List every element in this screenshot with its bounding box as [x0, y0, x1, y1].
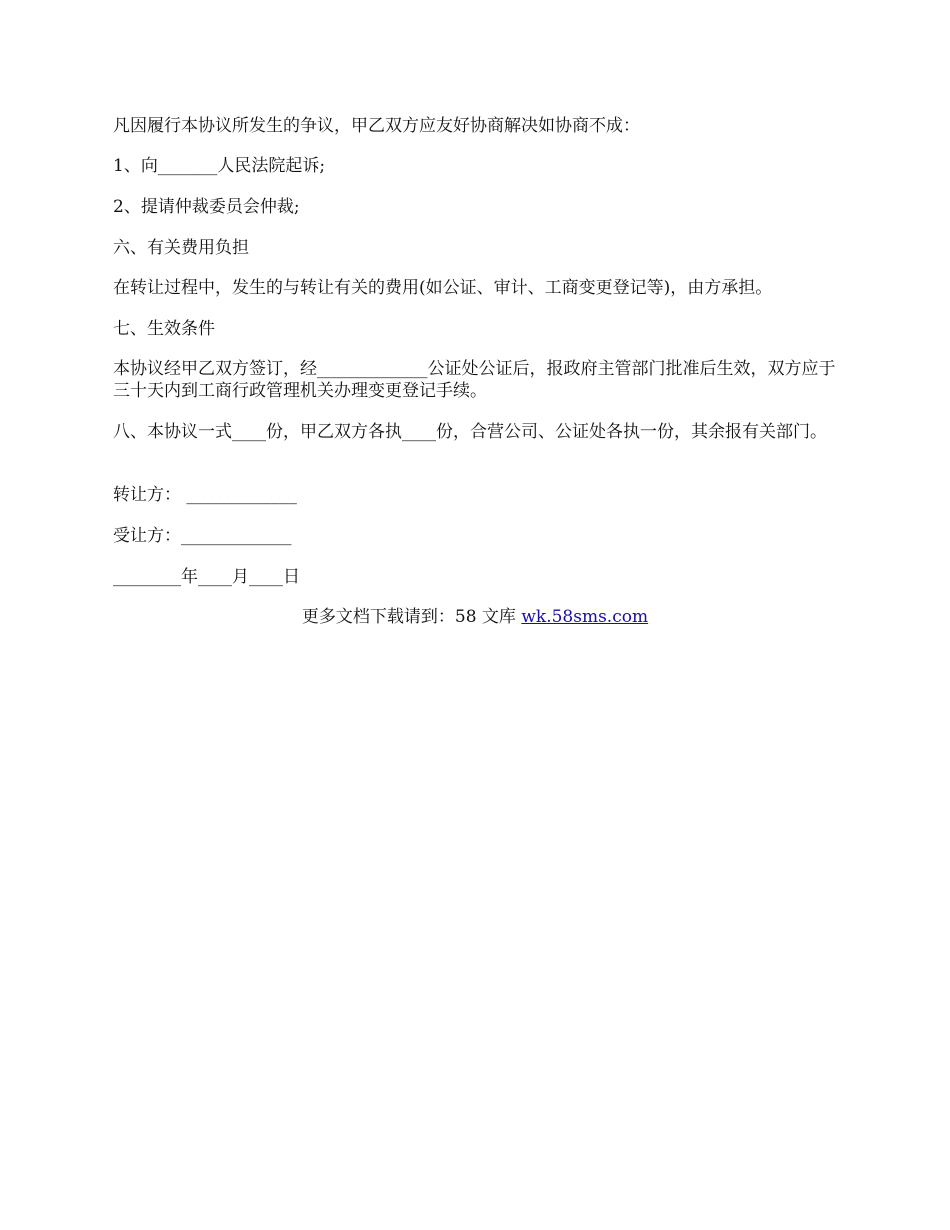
- paragraph-effective-conditions: 本协议经甲乙双方签订，经_____________公证处公证后，报政府主管部门批准后生效，双方应于三十天内到工商行政管理机关办理变更登记手续。: [113, 359, 836, 401]
- date-line: ________年____月____日: [113, 567, 300, 587]
- signature-transferor: 转让方： _____________: [113, 485, 297, 505]
- paragraph-court: 1、向_______人民法院起诉;: [113, 156, 326, 176]
- heading-fees: 六、有关费用负担: [113, 238, 249, 258]
- paragraph-arbitration: 2、提请仲裁委员会仲裁;: [113, 197, 300, 217]
- heading-effective-conditions: 七、生效条件: [113, 319, 215, 339]
- footer: [0, 606, 950, 628]
- paragraph-dispute: 凡因履行本协议所发生的争议，甲乙双方应友好协商解决如协商不成：: [113, 116, 640, 136]
- paragraph-copies: 八、本协议一式____份，甲乙双方各执____份，合营公司、公证处各执一份，其余报有关部门。: [113, 422, 827, 442]
- footer-text: 更多文档下载请到：58 文库: [301, 607, 522, 627]
- signature-transferee: 受让方：_____________: [113, 526, 292, 546]
- footer-link[interactable]: wk.58sms.com: [521, 607, 649, 627]
- paragraph-fees: 在转让过程中，发生的与转让有关的费用(如公证、审计、工商变更登记等)，由方承担。: [113, 278, 773, 298]
